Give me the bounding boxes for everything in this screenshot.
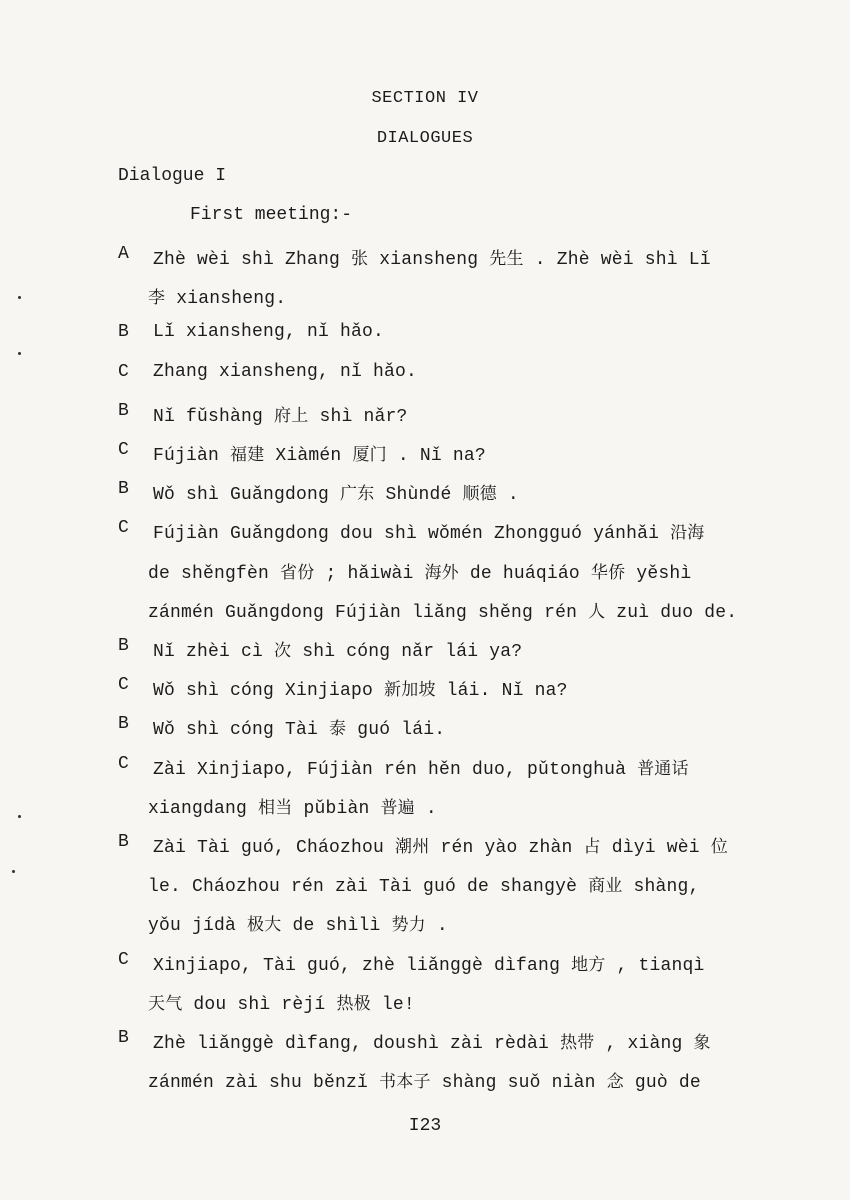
dialogue-line: Zhang xiansheng, nǐ hǎo. [153, 362, 418, 382]
speaker-label: B [118, 479, 129, 499]
speaker-label: B [118, 714, 129, 734]
scan-speck [18, 296, 21, 299]
speaker-label: C [118, 518, 129, 538]
dialogue-line: Fújiàn 福建 Xiàmén 厦门 . Nǐ na? [153, 445, 486, 466]
dialogue-line: Nǐ zhèi cì 次 shì cóng nǎr lái ya? [153, 641, 523, 662]
dialogue-line: Wǒ shì Guǎngdong 广东 Shùndé 顺德 . [153, 484, 519, 505]
scene-description: First meeting:- [190, 205, 353, 225]
dialogue-title: Dialogue I [118, 166, 227, 186]
dialogue-line: Lǐ xiansheng, nǐ hǎo. [153, 322, 385, 342]
dialogue-line: Xinjiapo, Tài guó, zhè liǎnggè dìfang 地方 , tianqì [153, 955, 705, 976]
dialogue-line: le. Cháozhou rén zài Tài guó de shangyè 商业 shàng, [148, 876, 700, 897]
speaker-label: C [118, 440, 129, 460]
dialogue-line: Zài Tài guó, Cháozhou 潮州 rén yào zhàn 占 dìyi wèi 位 [153, 837, 728, 858]
dialogue-line: Zài Xinjiapo, Fújiàn rén hěn duo, pǔtonghuà 普通话 [153, 759, 689, 780]
section-title: SECTION IV [371, 89, 479, 108]
speaker-label: C [118, 362, 129, 382]
dialogue-line: Wǒ shì cóng Tài 泰 guó lái. [153, 719, 446, 740]
dialogue-line: xiangdang 相当 pǔbiàn 普遍 . [148, 798, 437, 819]
dialogue-line: zánmén Guǎngdong Fújiàn liǎng shěng rén 人 zuì duo de. [148, 602, 738, 623]
speaker-label: C [118, 754, 129, 774]
speaker-label: C [118, 950, 129, 970]
dialogue-line: Fújiàn Guǎngdong dou shì wǒmén Zhongguó yánhǎi 沿海 [153, 523, 705, 544]
dialogue-line: zánmén zài shu běnzǐ 书本子 shàng suǒ niàn 念 guò de [148, 1072, 701, 1093]
dialogue-line: yǒu jídà 极大 de shìlì 势力 . [148, 915, 448, 936]
scan-speck [18, 815, 21, 818]
dialogue-line: Zhè wèi shì Zhang 张 xiansheng 先生 . Zhè wèi shì Lǐ [153, 249, 711, 270]
dialogue-line: Nǐ fǔshàng 府上 shì nǎr? [153, 406, 408, 427]
scan-speck [18, 352, 21, 355]
scan-speck [12, 870, 15, 873]
speaker-label: B [118, 1028, 129, 1048]
section-subtitle: DIALOGUES [376, 129, 474, 148]
dialogue-line: Zhè liǎnggè dìfang, doushì zài rèdài 热带 , xiàng 象 [153, 1033, 711, 1054]
speaker-label: B [118, 636, 129, 656]
page-number: I23 [408, 1116, 442, 1136]
dialogue-line: 李 xiansheng. [148, 288, 287, 309]
speaker-label: C [118, 675, 129, 695]
speaker-label: B [118, 832, 129, 852]
speaker-label: B [118, 322, 129, 342]
speaker-label: A [118, 244, 129, 264]
speaker-label: B [118, 401, 129, 421]
dialogue-line: de shěngfèn 省份 ; hǎiwài 海外 de huáqiáo 华侨 yěshì [148, 563, 692, 584]
dialogue-line: 天气 dou shì rèjí 热极 le! [148, 994, 415, 1015]
dialogue-line: Wǒ shì cóng Xinjiapo 新加坡 lái. Nǐ na? [153, 680, 568, 701]
